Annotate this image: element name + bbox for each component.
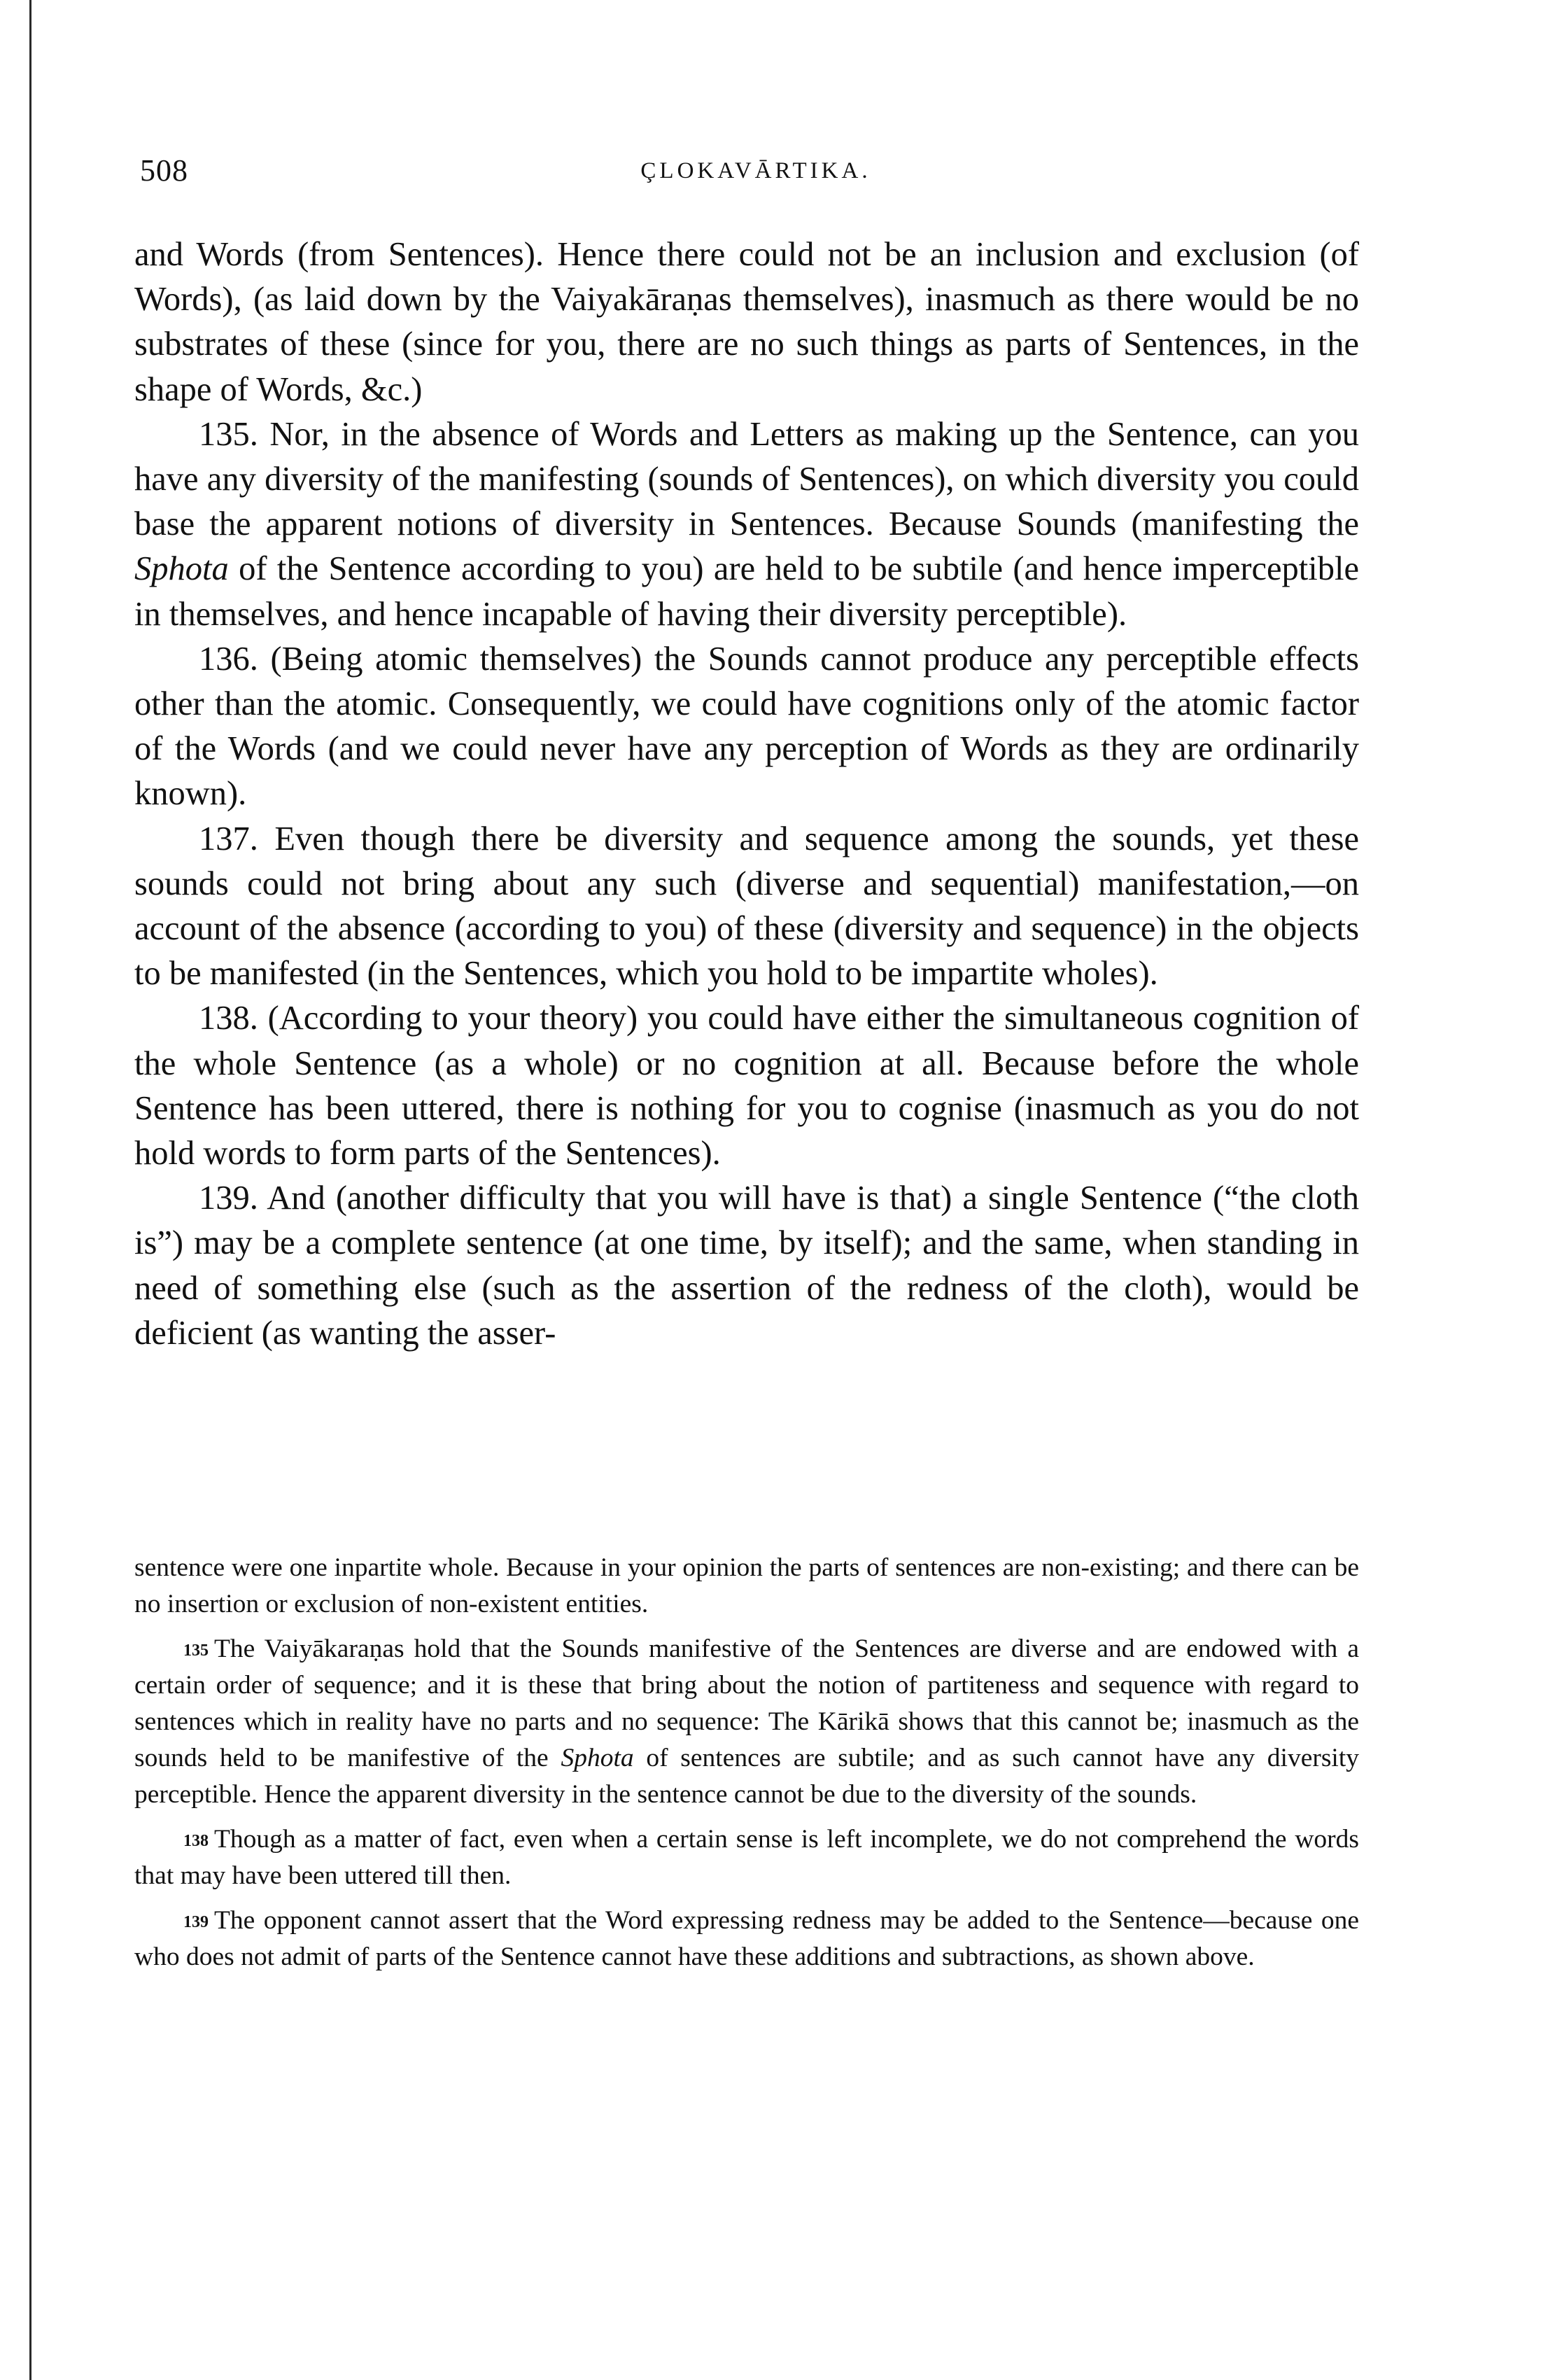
footnote-138 bbox=[134, 1821, 1359, 1894]
verse-text: And (another difficulty that you will have is that) a single Sentence (“the cloth is”) may be a complete sentence (at one time, by itself); and the same, when standing in need of something else (such as the assertion of the redness of the cloth), would be deficient (as wanting the asser- bbox=[134, 1180, 1360, 1352]
verse-139 bbox=[134, 1176, 1359, 1356]
footnote-ref: 138 bbox=[183, 1832, 209, 1850]
footnote-ref: 139 bbox=[183, 1913, 209, 1931]
footnote-ref: 135 bbox=[183, 1642, 209, 1660]
main-text bbox=[134, 232, 1359, 1356]
verse-number: 137. bbox=[199, 820, 258, 858]
continuation-paragraph: and Words (from Sentences). Hence there could not be an inclusion and exclusion (of Words), (as laid down by the Vaiyakāraṇas themselves), inasmuch as there would be no substrates of these (since for you, there are no such things as parts of Sentences, in the shape of Words, &c.) bbox=[134, 236, 1359, 408]
verse-136 bbox=[134, 637, 1359, 817]
verse-138 bbox=[134, 996, 1359, 1176]
verse-text: Nor, in the absence of Words and Letters as making up the Sentence, can you have any diversity of the manifesting (sounds of Sentences), on which diversity you could base the apparent notions of diversity in Sentences. Because Sounds (manifesting the bbox=[134, 415, 1359, 543]
page-binding-edge bbox=[29, 0, 31, 2380]
verse-italic-term: Sphota bbox=[134, 550, 229, 588]
footnote-continuation: sentence were one inpartite whole. Because in your opinion the parts of sentences are non-existing; and there can be no insertion or exclusion of non-existent entities. bbox=[134, 1553, 1359, 1618]
verse-text: (According to your theory) you could have either the simultaneous cognition of the whole Sentence (as a whole) or no cognition at all. Because before the whole Sentence has been uttered, there is nothing for you to cognise (inasmuch as you do not hold words to form parts of the Sentences). bbox=[134, 1000, 1359, 1172]
footnote-italic-term: Sphota bbox=[561, 1744, 634, 1772]
verse-number: 138. bbox=[199, 1000, 258, 1037]
verse-number: 135. bbox=[199, 415, 258, 453]
page-header bbox=[140, 153, 1372, 195]
verse-135 bbox=[134, 412, 1359, 637]
footnote-135 bbox=[134, 1631, 1359, 1813]
verse-137 bbox=[134, 817, 1359, 997]
verse-text: Even though there be diversity and sequence among the sounds, yet these sounds could not bring about any such (diverse and sequential) manifestation,—on account of the absence (according to you) of these (diversity and sequence) in the objects to be manifested (in the Sentences, which you hold to be impartite wholes). bbox=[134, 820, 1359, 993]
verse-text: (Being atomic themselves) the Sounds cannot produce any perceptible effects other than the atomic. Consequently, we could have cognitions only of the atomic factor of the Words (and we could never have any perception of Words as they are ordinarily known). bbox=[134, 640, 1359, 813]
verse-number: 139. bbox=[199, 1180, 258, 1217]
footnote-text: of sentences are subtile; and as such cannot have any diversity perceptible. Hence the apparent diversity in the sentence cannot be due to the diversity of the sounds. bbox=[134, 1744, 1360, 1809]
footnote-text: The opponent cannot assert that the Word expressing redness may be added to the Sentence—because one who does not admit of parts of the Sentence cannot have these additions and subtractions, as shown above. bbox=[134, 1906, 1359, 1971]
verse-number: 136. bbox=[199, 640, 258, 678]
footnote-text: Though as a matter of fact, even when a certain sense is left incomplete, we do not comprehend the words that may have been uttered till then. bbox=[134, 1825, 1359, 1890]
footnote-139 bbox=[134, 1903, 1359, 1975]
verse-text: of the Sentence according to you) are held to be subtile (and hence imperceptible in themselves, and hence incapable of having their diversity perceptible). bbox=[134, 550, 1360, 633]
running-title: ÇLOKAVĀRTIKA. bbox=[640, 158, 871, 183]
footnote-text: The Vaiyākaraṇas hold that the Sounds manifestive of the Sentences are diverse and are endowed with a certain order of sequence; and it is these that bring about the notion of partiteness and sequence with regard to sentences which in reality have no parts and no sequence: The Kārikā shows that this cannot be; inasmuch as the sounds held to be manifestive of the bbox=[134, 1634, 1359, 1772]
page-number: 508 bbox=[140, 153, 188, 188]
footnotes bbox=[134, 1550, 1359, 1975]
